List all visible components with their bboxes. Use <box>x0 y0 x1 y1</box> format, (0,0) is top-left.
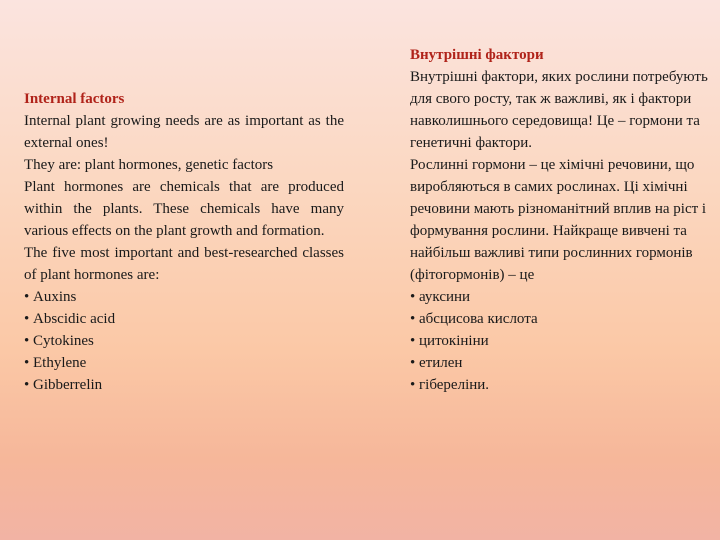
english-hormone-list <box>24 286 344 396</box>
list-item: • гібереліни. <box>410 374 710 396</box>
list-item: • Ethylene <box>24 352 344 374</box>
list-item: • Gibberrelin <box>24 374 344 396</box>
ukrainian-paragraph: Внутрішні фактори, яких рослини потребують для свого росту, так ж важливі, як і фактори навколишнього середовища! Це – гормони та генетичні фактори. <box>410 69 708 151</box>
ukrainian-paragraph: Рослинні гормони – це хімічні речовини, що виробляються в самих рослинах. Ці хімічні речовини мають різноманітний вплив на ріст і формування рослини. Найкраще вивчені та найбільш важливі типи рослинних гормонів (фітогормонів) – це <box>410 157 707 283</box>
ukrainian-hormone-list <box>410 286 710 396</box>
english-paragraph: Plant hormones are chemicals that are produced within the plants. These chemicals have many various effects on the plant growth and formation. <box>24 179 344 239</box>
list-item: • ауксини <box>410 286 710 308</box>
english-text-column <box>24 88 344 396</box>
list-item: • цитокініни <box>410 330 710 352</box>
english-paragraph: Internal plant growing needs are as important as the external ones! <box>24 113 344 151</box>
list-item: • етилен <box>410 352 710 374</box>
english-paragraph: They are: plant hormones, genetic factors <box>24 157 274 173</box>
english-paragraph: The five most important and best-researched classes of plant hormones are: <box>24 245 344 283</box>
list-item: • Abscidic acid <box>24 308 344 330</box>
english-heading: Internal factors <box>24 91 125 107</box>
ukrainian-heading: Внутрішні фактори <box>410 47 544 63</box>
list-item: • Cytokines <box>24 330 344 352</box>
list-item: • Auxins <box>24 286 344 308</box>
ukrainian-text-column <box>410 44 710 396</box>
list-item: • абсцисова кислота <box>410 308 710 330</box>
